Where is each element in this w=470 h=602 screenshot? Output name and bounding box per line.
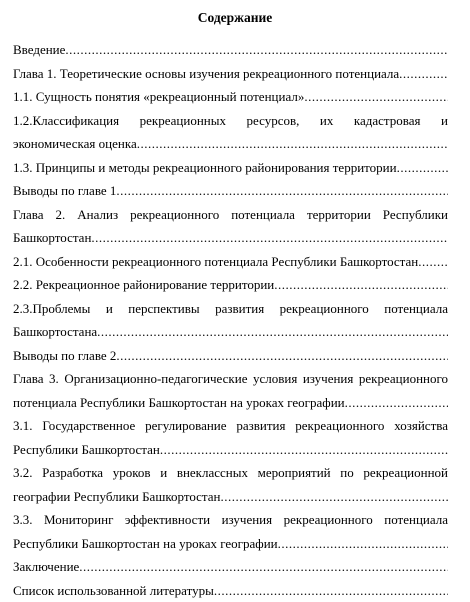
- toc-entry-line: [13, 438, 448, 462]
- toc-entry-text: Республики Башкортостан: [13, 438, 160, 462]
- toc-entry: [13, 203, 448, 250]
- toc-entry-line: [13, 226, 448, 250]
- toc-entry: [13, 555, 448, 579]
- toc-entry-text: 3.3. Мониторинг эффективности изучения рекреационного потенциала: [13, 508, 448, 532]
- toc-entry: [13, 38, 448, 62]
- toc-entry-text: Заключение: [13, 555, 79, 579]
- toc-entry-text: 1.3. Принципы и методы рекреационного районирования территории: [13, 156, 397, 180]
- toc-entry: [13, 109, 448, 156]
- toc-entry-line: [13, 156, 448, 180]
- toc-entry-text: 3.1. Государственное регулирование развития рекреационного хозяйства: [13, 414, 448, 438]
- toc-entry: [13, 414, 448, 461]
- toc-entry-text: Глава 2. Анализ рекреационного потенциала территории Республики: [13, 203, 448, 227]
- toc-entry-line: [13, 273, 448, 297]
- toc-entry-text: Выводы по главе 2: [13, 344, 116, 368]
- toc-entry-text: Республики Башкортостан на уроках географии: [13, 532, 278, 556]
- toc-entry-text: 1.2.Классификация рекреационных ресурсов, их кадастровая и: [13, 109, 448, 133]
- dot-leader: [278, 532, 448, 556]
- toc-entry-line: [13, 320, 448, 344]
- toc-entry: [13, 461, 448, 508]
- dot-leader: [97, 320, 448, 344]
- toc-entry: [13, 156, 448, 180]
- toc-entry-text: Введение: [13, 38, 65, 62]
- dot-leader: [345, 391, 448, 415]
- dot-leader: [65, 38, 448, 62]
- dot-leader: [91, 226, 448, 250]
- toc-entry-text: Башкортостан: [13, 226, 91, 250]
- toc-entry-text: Глава 1. Теоретические основы изучения рекреационного потенциала: [13, 62, 399, 86]
- toc-entry-line: [13, 579, 448, 602]
- dot-leader: [418, 250, 448, 274]
- toc-entry-line: [13, 179, 448, 203]
- toc-entry: [13, 62, 448, 86]
- toc-entry-text: 1.1. Сущность понятия «рекреационный потенциал»: [13, 85, 304, 109]
- toc-entry: [13, 344, 448, 368]
- dot-leader: [399, 62, 448, 86]
- dot-leader: [274, 273, 448, 297]
- toc-entry-text: 2.1. Особенности рекреационного потенциала Республики Башкортостан: [13, 250, 418, 274]
- toc-entry-line: [13, 38, 448, 62]
- dot-leader: [116, 344, 448, 368]
- dot-leader: [79, 555, 448, 579]
- toc-entry-line: [13, 132, 448, 156]
- toc-entry-text: 3.2. Разработка уроков и внеклассных мероприятий по рекреационной: [13, 461, 448, 485]
- toc-entry: [13, 273, 448, 297]
- toc-entry: [13, 579, 448, 602]
- dot-leader: [116, 179, 448, 203]
- toc-entry-text: Выводы по главе 1: [13, 179, 116, 203]
- toc-entry: [13, 367, 448, 414]
- toc-entry-text: экономическая оценка: [13, 132, 137, 156]
- dot-leader: [214, 579, 448, 602]
- dot-leader: [137, 132, 448, 156]
- toc-entry-line: [13, 85, 448, 109]
- toc-entry-line: [13, 62, 448, 86]
- toc-entry-line: [13, 485, 448, 509]
- toc-entry: [13, 179, 448, 203]
- toc-entry: [13, 297, 448, 344]
- dot-leader: [304, 85, 448, 109]
- toc-entry-text: Список использованной литературы: [13, 579, 214, 602]
- toc-entry-line: [13, 250, 448, 274]
- toc-entry-text: Глава 3. Организационно-педагогические условия изучения рекреационного: [13, 367, 448, 391]
- dot-leader: [221, 485, 449, 509]
- toc-entry: [13, 508, 448, 555]
- table-of-contents: [13, 38, 448, 602]
- toc-entry: [13, 250, 448, 274]
- toc-entry: [13, 85, 448, 109]
- toc-entry-line: [13, 532, 448, 556]
- dot-leader: [397, 156, 448, 180]
- toc-entry-line: [13, 344, 448, 368]
- toc-entry-text: Башкортостана: [13, 320, 97, 344]
- dot-leader: [160, 438, 448, 462]
- toc-title: Содержание: [0, 10, 470, 26]
- toc-entry-line: [13, 391, 448, 415]
- toc-entry-line: [13, 555, 448, 579]
- toc-entry-text: географии Республики Башкортостан: [13, 485, 221, 509]
- toc-entry-text: 2.2. Рекреационное районирование территории: [13, 273, 274, 297]
- toc-entry-text: потенциала Республики Башкортостан на уроках географии: [13, 391, 345, 415]
- toc-entry-text: 2.3.Проблемы и перспективы развития рекреационного потенциала: [13, 297, 448, 321]
